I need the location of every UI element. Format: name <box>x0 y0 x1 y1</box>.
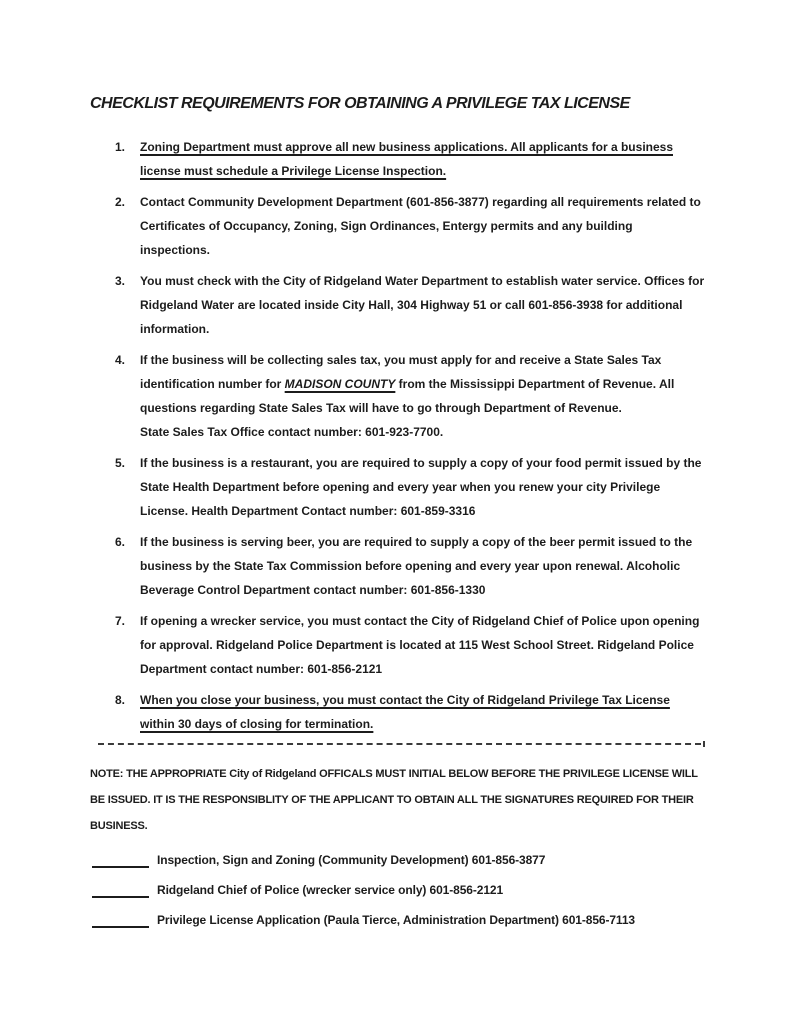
signature-label: Inspection, Sign and Zoning (Community Development) 601-856-3877 <box>157 853 546 867</box>
item-text-part2: from the Mississippi Department of Revenue. All questions regarding State Sales Tax will have to go through Department of Revenue. <box>140 377 675 415</box>
signature-row-police <box>92 880 705 898</box>
checklist-item-3 <box>115 269 705 341</box>
item-text <box>140 135 705 183</box>
separator-end-tick <box>703 741 705 747</box>
item-number: 5. <box>115 456 126 470</box>
item-text: You must check with the City of Ridgeland Water Department to establish water service. Offices for Ridgeland Water are located inside City Hall, 304 Highway 51 or call 601-856-3938 for additional information. <box>140 274 705 336</box>
item-number: 4. <box>115 353 126 367</box>
note-paragraph: NOTE: THE APPROPRIATE City of Ridgeland OFFICALS MUST INITIAL BELOW BEFORE THE PRIVILEGE LICENSE WILL BE ISSUED. IT IS THE RESPONSIBLITY OF THE APPLICANT TO OBTAIN ALL THE SIGNATURES REQUIRED FOR THEIR BUSINESS. <box>90 768 698 832</box>
signature-blank <box>92 882 149 898</box>
signature-row-inspection <box>92 850 705 868</box>
checklist-item-2 <box>115 190 705 262</box>
item-text: If opening a wrecker service, you must contact the City of Ridgeland Chief of Police upon opening for approval. Ridgeland Police Department is located at 115 West School Street. Ridgeland Police Department contact number: 601-856-2121 <box>140 614 700 676</box>
item-number: 2. <box>115 195 126 209</box>
item-number: 8. <box>115 693 126 707</box>
checklist <box>115 135 705 736</box>
checklist-item-4 <box>115 348 705 444</box>
checklist-item-7 <box>115 609 705 681</box>
dashed-line <box>98 743 701 745</box>
signature-blank <box>92 852 149 868</box>
signature-blank <box>92 912 149 928</box>
checklist-item-6 <box>115 530 705 602</box>
signature-label: Ridgeland Chief of Police (wrecker service only) 601-856-2121 <box>157 883 504 897</box>
dashed-separator <box>98 743 705 749</box>
item-number: 6. <box>115 535 126 549</box>
item-number: 1. <box>115 140 126 154</box>
page-title: CHECKLIST REQUIREMENTS FOR OBTAINING A PRIVILEGE TAX LICENSE <box>90 95 630 112</box>
checklist-item-5 <box>115 451 705 523</box>
item-text: Contact Community Development Department (601-856-3877) regarding all requirements related to Certificates of Occupancy, Zoning, Sign Ordinances, Entergy permits and any building inspections. <box>140 195 701 257</box>
underlined-text: When you close your business, you must contact the City of Ridgeland Privilege Tax License within 30 days of closing for termination. <box>140 693 670 731</box>
item-text-part1: If the business will be collecting sales tax, you must apply for and receive a State Sales Tax identification number for <box>140 353 662 391</box>
checklist-item-1 <box>115 135 705 183</box>
underlined-text: Zoning Department must approve all new business applications. All applicants for a business license must schedule a Privilege License Inspection. <box>140 140 673 178</box>
contact-number-line: State Sales Tax Office contact number: 601-923-7700. <box>140 425 444 439</box>
county-name: MADISON COUNTY <box>284 377 396 391</box>
item-text: If the business is serving beer, you are required to supply a copy of the beer permit issued to the business by the State Tax Commission before opening and every year upon renewal. Alcoholic Beverage Control Department contact number: 601-856-1330 <box>140 535 693 597</box>
item-number: 7. <box>115 614 126 628</box>
item-text <box>140 688 705 736</box>
item-text <box>140 348 705 444</box>
item-number: 3. <box>115 274 126 288</box>
checklist-item-8 <box>115 688 705 736</box>
item-text: If the business is a restaurant, you are required to supply a copy of your food permit issued by the State Health Department before opening and every year when you renew your city Privilege License. Health Department Contact number: 601-859-3316 <box>140 456 702 518</box>
signature-row-privilege-license <box>92 910 705 928</box>
signature-label: Privilege License Application (Paula Tierce, Administration Department) 601-856-7113 <box>157 913 635 927</box>
signature-section <box>92 850 705 928</box>
